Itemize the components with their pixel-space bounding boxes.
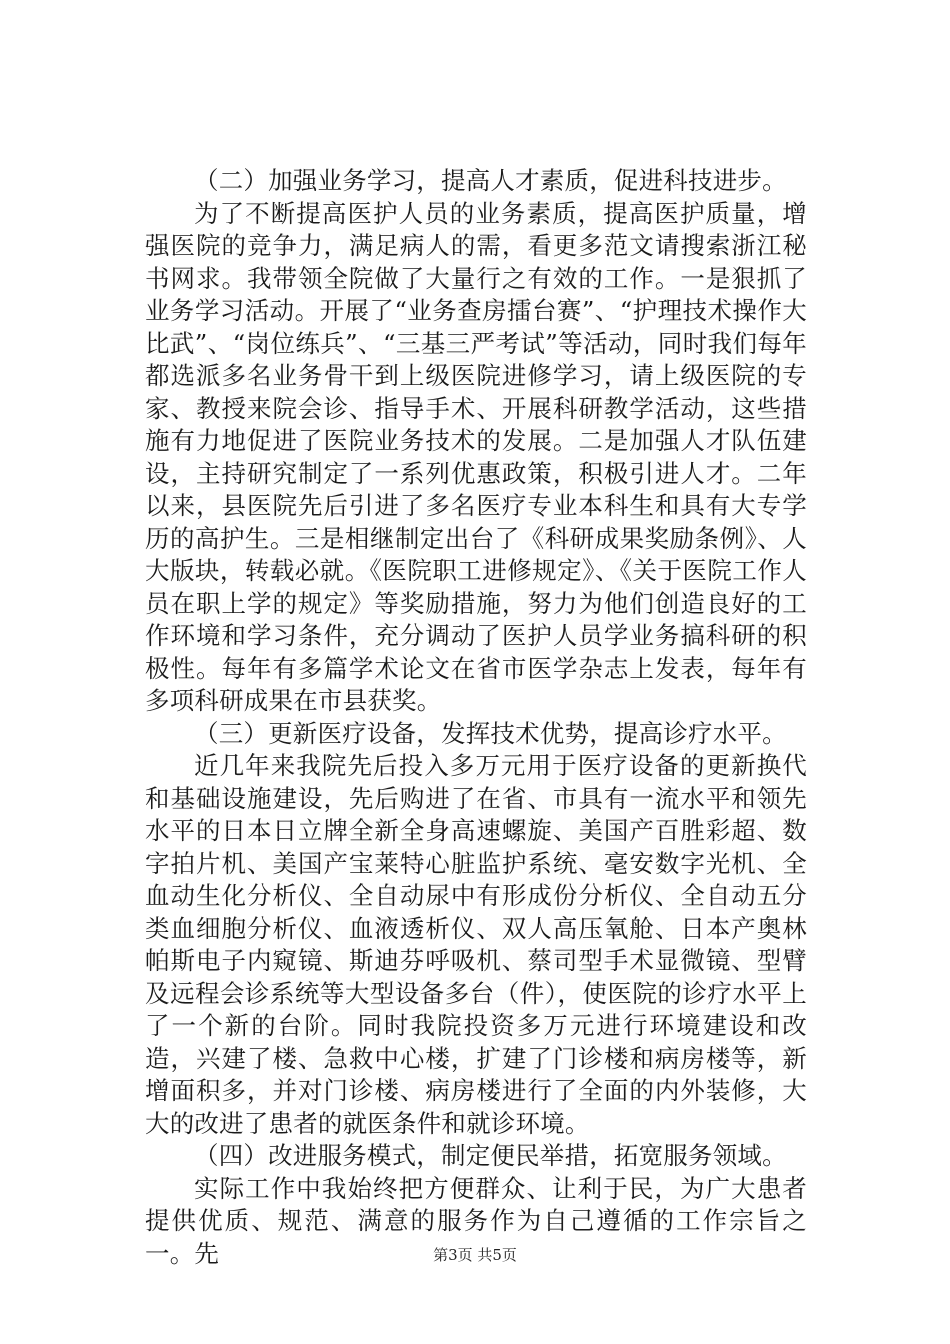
page-number-footer: 第3页 共5页 [433,1246,517,1264]
document-body [145,165,807,1270]
body-paragraph: 实际工作中我始终把方便群众、让利于民，为广大患者提供优质、规范、满意的服务作为自己遵循的工作宗旨之一。先 [145,1173,807,1268]
body-paragraph: 为了不断提高医护人员的业务素质，提高医护质量，增强医院的竞争力，满足病人的需，看更多范文请搜索浙江秘书网求。我带领全院做了大量行之有效的工作。一是狠抓了业务学习活动。开展了“业务查房擂台赛”、“护理技术操作大比武”、“岗位练兵”、“三基三严考试”等活动，同时我们每年都选派多名业务骨干到上级医院进修学习，请上级医院的专家、教授来院会诊、指导手术、开展科研教学活动，这些措施有力地促进了医院业务技术的发展。二是加强人才队伍建设，主持研究制定了一系列优惠政策，积极引进人才。二年以来，县医院先后引进了多名医疗专业本科生和具有大专学历的高护生。三是相继制定出台了《科研成果奖励条例》、人大版块，转载必就。《医院职工进修规定》、《关于医院工作人员在职上学的规定》等奖励措施，努力为他们创造良好的工作环境和学习条件，充分调动了医护人员学业务搞科研的积极性。每年有多篇学术论文在省市医学杂志上发表，每年有多项科研成果在市县获奖。 [145,198,807,715]
section-heading-4: （四）改进服务模式，制定便民举措，拓宽服务领域。 [194,1141,787,1170]
section-heading-2: （二）加强业务学习，提高人才素质，促进科技进步。 [194,166,787,195]
body-paragraph: 近几年来我院先后投入多万元用于医疗设备的更新换代和基础设施建设，先后购进了在省、市具有一流水平和领先水平的日本日立牌全新全身高速螺旋、美国产百胜彩超、数字拍片机、美国产宝莱特心脏监护系统、毫安数字光机、全血动生化分析仪、全自动尿中有形成份分析仪、全自动五分类血细胞分析仪、血液透析仪、双人高压氧舱、日本产奥林帕斯电子内窥镜、斯迪芬呼吸机、蔡司型手术显微镜、型臂及远程会诊系统等大型设备多台（件），使医院的诊疗水平上了一个新的台阶。同时我院投资多万元进行环境建设和改造，兴建了楼、急救中心楼，扩建了门诊楼和病房楼等，新增面积多，并对门诊楼、病房楼进行了全面的内外装修，大大的改进了患者的就医条件和就诊环境。 [145,751,807,1138]
section-heading-3: （三）更新医疗设备，发挥技术优势，提高诊疗水平。 [194,718,787,748]
